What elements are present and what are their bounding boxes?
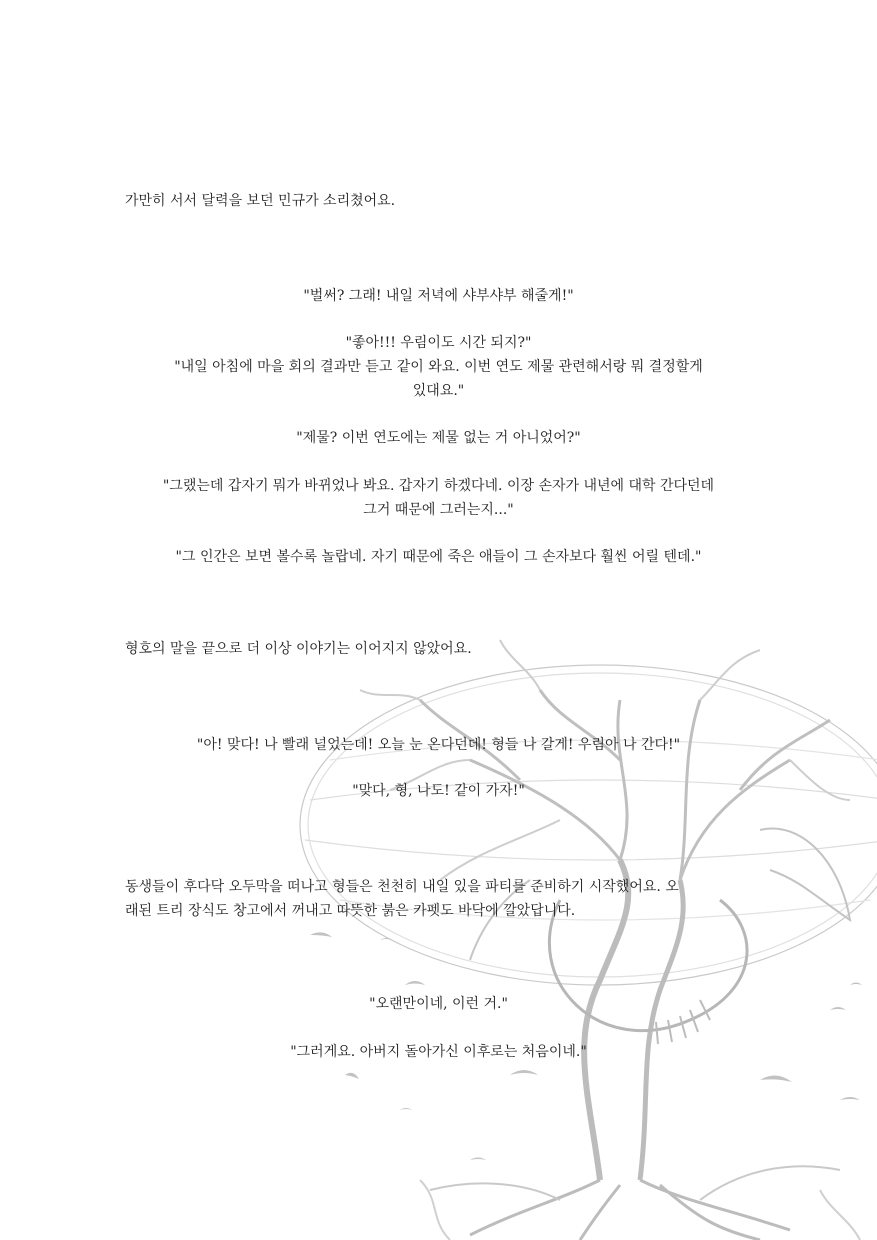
dialogue-line: 그거 때문에 그러는지..." xyxy=(363,502,514,518)
narration-line: 형호의 말을 끝으로 더 이상 이야기는 이어지지 않았어요. xyxy=(125,641,472,657)
narration-line: 래된 트리 장식도 창고에서 꺼내고 따뜻한 붉은 카펫도 바닥에 깔았답니다. xyxy=(125,903,576,919)
dialogue-line: "오랜만이네, 이런 거." xyxy=(369,996,508,1012)
narration-line: 가만히 서서 달력을 보던 민규가 소리쳤어요. xyxy=(125,193,396,209)
dialogue-line: "맞다, 형, 나도! 같이 가자!" xyxy=(352,783,525,799)
dialogue-line: "아! 맞다! 나 빨래 널었는데! 오늘 눈 온다던데! 형들 나 갈게! 우림아 나 간다!" xyxy=(196,737,681,753)
dialogue-line: "내일 아침에 마을 회의 결과만 듣고 같이 와요. 이번 연도 제물 관련해서랑 뭐 결정할게 xyxy=(174,359,703,375)
dialogue-line: "벌써? 그래! 내일 저녁에 샤부샤부 해줄게!" xyxy=(303,288,574,304)
dialogue-line: 있대요." xyxy=(412,383,465,399)
dialogue-line: "제물? 이번 연도에는 제물 없는 거 아니었어?" xyxy=(296,430,581,446)
dialogue-line: "그랬는데 갑자기 뭐가 바뀌었나 봐요. 갑자기 하겠다네. 이장 손자가 내년에 대학 간다던데 xyxy=(162,478,715,494)
narration-line: 동생들이 후다닥 오두막을 떠나고 형들은 천천히 내일 있을 파티를 준비하기 시작했어요. 오 xyxy=(125,879,679,895)
dialogue-line: "좋아!!! 우림이도 시간 되지?" xyxy=(345,335,532,351)
dialogue-line: "그러게요. 아버지 돌아가신 이후로는 처음이네." xyxy=(290,1044,587,1060)
dialogue-line: "그 인간은 보면 볼수록 놀랍네. 자기 때문에 죽은 애들이 그 손자보다 훨씬 어릴 텐데." xyxy=(175,549,702,565)
